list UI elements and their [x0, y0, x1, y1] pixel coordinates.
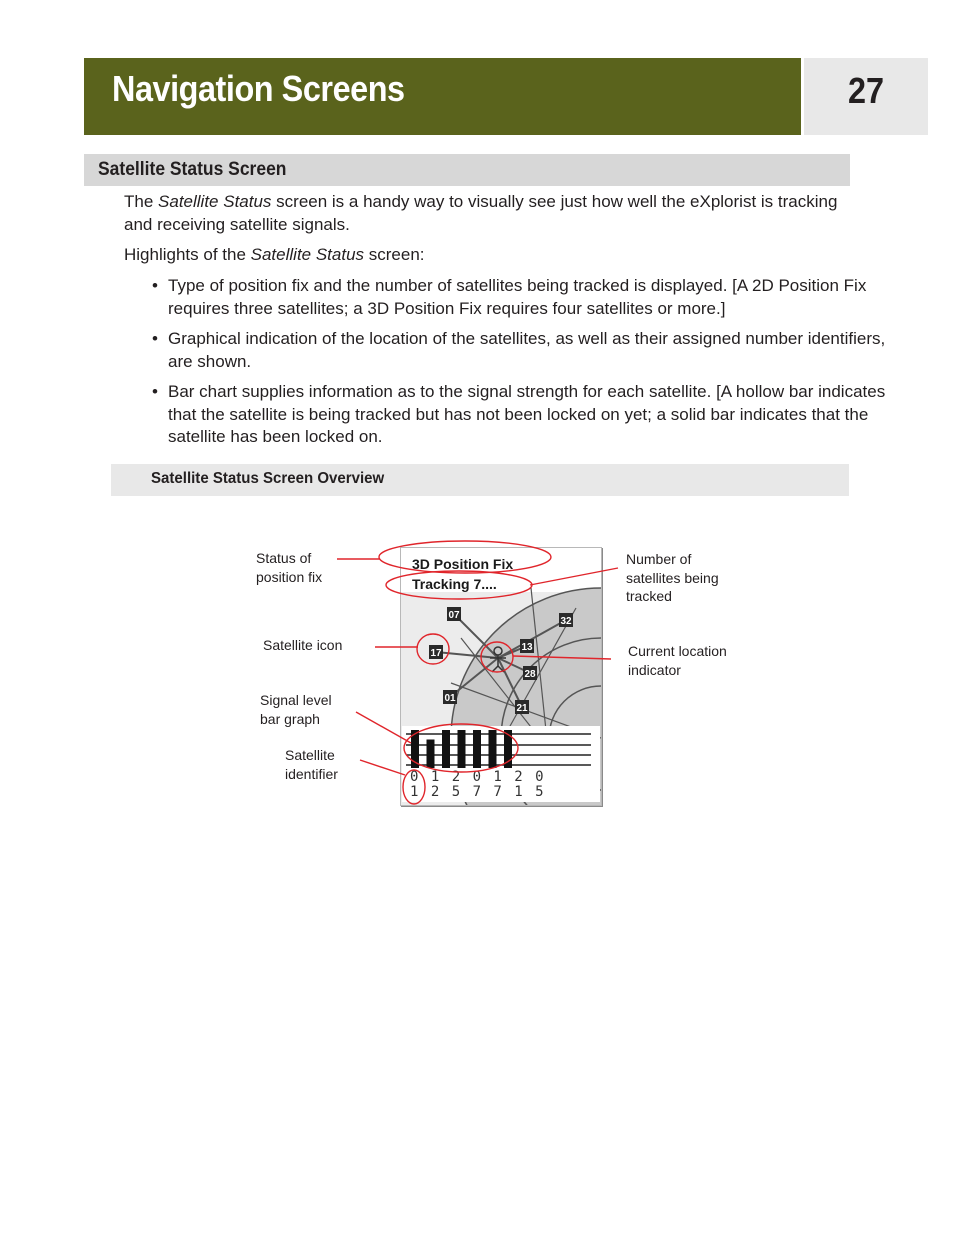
chapter-header-bar [84, 58, 801, 135]
callout-satellite-icon [263, 636, 342, 655]
satellite-icon [559, 613, 573, 627]
satellite-icon-label: 13 [521, 642, 533, 653]
signal-bar [458, 730, 466, 768]
highlights-list [150, 275, 910, 457]
tracking-count: Tracking 7.... [412, 576, 497, 592]
callout-status-of-fix [256, 549, 322, 586]
highlights-post: screen: [364, 245, 425, 264]
satellite-status-screen [400, 547, 602, 806]
satellite-id-line1: 0 1 2 0 1 2 0 [410, 769, 546, 785]
page-number-box [804, 58, 928, 135]
callout-current-location-line2: indicator [628, 661, 681, 678]
satellite-icon-label: 32 [560, 616, 572, 627]
highlight-item-satellite-location: • Graphical indication of the location of the satellites, as well as their assigned number identifiers, are shown. [150, 328, 910, 373]
callout-number-tracked-line3: tracked [626, 588, 672, 604]
satellite-id-row [410, 770, 546, 800]
satellite-icon-label: 17 [430, 648, 442, 659]
callout-satellite-identifier-line2: identifier [285, 765, 338, 782]
position-fix-status: 3D Position Fix [412, 556, 514, 572]
callout-signal-level-line1: Signal level [260, 692, 332, 708]
page-number: 27 [847, 70, 885, 111]
callout-satellite-identifier [285, 746, 338, 783]
callout-current-location [628, 642, 727, 679]
intro-emphasis: Satellite Status [158, 192, 272, 211]
satellite-icon-label: 28 [524, 669, 536, 680]
highlights-pre: Highlights of the [124, 245, 251, 264]
callout-status-of-fix-line2: position fix [256, 568, 323, 585]
highlight-item-fix-type: • Type of position fix and the number of satellites being tracked is displayed. [A 2D Position Fix requires three satellites; a 3D Position Fix requires four satellites or more.] [150, 275, 910, 320]
signal-bar [489, 730, 497, 768]
highlights-paragraph [124, 244, 844, 267]
signal-bar [504, 730, 512, 768]
satellite-icon [447, 607, 461, 621]
signal-bar [411, 730, 419, 768]
intro-pre: The [124, 192, 159, 211]
signal-bar [442, 730, 450, 768]
signal-bar [427, 740, 435, 769]
subsection-heading-bar [111, 464, 849, 496]
callout-satellite-icon-line1: Satellite icon [263, 637, 343, 653]
highlights-emphasis: Satellite Status [250, 245, 365, 264]
callout-number-tracked-line1: Number of [626, 551, 692, 567]
callout-current-location-line1: Current location [628, 643, 727, 659]
callout-satellite-identifier-line1: Satellite [285, 747, 335, 763]
satellite-icon [429, 645, 443, 659]
subsection-title: Satellite Status Screen Overview [151, 470, 385, 487]
callout-number-tracked-line2: satellites being [626, 569, 719, 586]
satellite-icon-label: 07 [448, 610, 460, 621]
callout-number-tracked [626, 550, 719, 606]
callout-signal-level [260, 691, 332, 728]
satellite-id-line2: 1 2 5 7 7 1 5 [410, 784, 546, 800]
callout-signal-level-line2: bar graph [260, 710, 320, 727]
intro-post: screen is a handy way to visually see just how well the eXplorist is tracking and receiving satellite signals. [124, 192, 838, 234]
satellite-icon [520, 639, 534, 653]
satellite-icon-label: 21 [516, 703, 528, 714]
satellite-icon-label: 01 [444, 693, 456, 704]
section-heading-bar [84, 154, 850, 186]
satellite-icon [443, 690, 457, 704]
callout-status-of-fix-line1: Status of [256, 550, 312, 566]
chapter-title: Navigation Screens [112, 68, 405, 109]
highlight-item-bar-chart: • Bar chart supplies information as to the signal strength for each satellite. [A hollow bar indicates that the satellite is being tracked but has not been locked on yet; a solid bar indicates that the satellite has been locked on. [150, 381, 910, 449]
satellite-icon [523, 666, 537, 680]
section-title: Satellite Status Screen [98, 159, 287, 180]
satellite-icon [515, 700, 529, 714]
leader-satellite-identifier [360, 760, 405, 775]
signal-bar [473, 730, 481, 768]
sky-view-svg [401, 548, 601, 805]
intro-paragraph [124, 191, 844, 236]
